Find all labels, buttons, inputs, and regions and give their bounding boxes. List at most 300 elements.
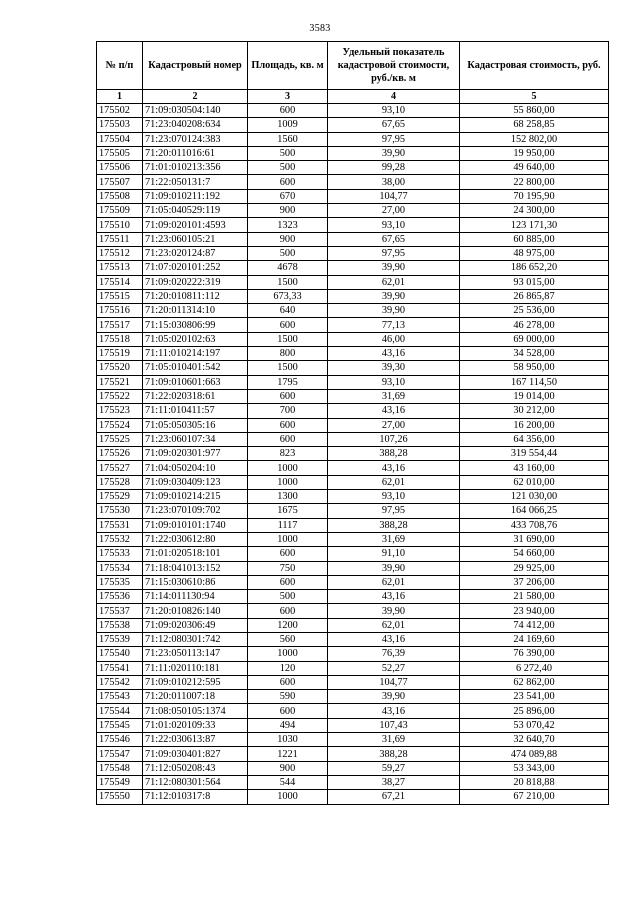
row-number-cell: 175514 bbox=[97, 275, 143, 289]
unit-rate-cell: 39,90 bbox=[328, 304, 460, 318]
cadastral-number-cell: 71:22:030613:87 bbox=[143, 733, 248, 747]
area-cell: 590 bbox=[248, 690, 328, 704]
cadastral-number-cell: 71:20:010811:112 bbox=[143, 289, 248, 303]
area-cell: 600 bbox=[248, 675, 328, 689]
cadastral-value-cell: 43 160,00 bbox=[460, 461, 609, 475]
row-number-cell: 175550 bbox=[97, 790, 143, 804]
unit-rate-cell: 27,00 bbox=[328, 204, 460, 218]
table-row bbox=[97, 218, 609, 232]
area-cell: 600 bbox=[248, 704, 328, 718]
cadastral-number-cell: 71:22:020318:61 bbox=[143, 389, 248, 403]
cadastral-value-cell: 19 014,00 bbox=[460, 389, 609, 403]
cadastral-number-cell: 71:09:020101:4593 bbox=[143, 218, 248, 232]
table-row bbox=[97, 690, 609, 704]
row-number-cell: 175543 bbox=[97, 690, 143, 704]
cadastral-value-cell: 49 640,00 bbox=[460, 161, 609, 175]
unit-rate-cell: 39,90 bbox=[328, 146, 460, 160]
table-header-row bbox=[97, 42, 609, 90]
cadastral-number-cell: 71:09:020301:977 bbox=[143, 447, 248, 461]
cadastral-value-cell: 53 343,00 bbox=[460, 761, 609, 775]
cadastral-value-cell: 54 660,00 bbox=[460, 547, 609, 561]
row-number-cell: 175534 bbox=[97, 561, 143, 575]
table-row bbox=[97, 347, 609, 361]
table-row bbox=[97, 718, 609, 732]
cadastral-value-cell: 53 070,42 bbox=[460, 718, 609, 732]
column-number: 4 bbox=[328, 90, 460, 104]
cadastral-value-cell: 23 541,00 bbox=[460, 690, 609, 704]
unit-rate-cell: 43,16 bbox=[328, 632, 460, 646]
cadastral-number-cell: 71:09:030504:140 bbox=[143, 104, 248, 118]
unit-rate-cell: 67,65 bbox=[328, 118, 460, 132]
cadastral-value-cell: 25 536,00 bbox=[460, 304, 609, 318]
table-row bbox=[97, 332, 609, 346]
table-row bbox=[97, 361, 609, 375]
row-number-cell: 175528 bbox=[97, 475, 143, 489]
cadastral-value-cell: 24 169,60 bbox=[460, 632, 609, 646]
cadastral-value-cell: 74 412,00 bbox=[460, 618, 609, 632]
area-cell: 544 bbox=[248, 775, 328, 789]
area-cell: 800 bbox=[248, 347, 328, 361]
cadastral-number-cell: 71:18:041013:152 bbox=[143, 561, 248, 575]
cadastral-value-cell: 23 940,00 bbox=[460, 604, 609, 618]
cadastral-value-cell: 123 171,30 bbox=[460, 218, 609, 232]
unit-rate-cell: 39,30 bbox=[328, 361, 460, 375]
cadastral-number-cell: 71:05:010401:542 bbox=[143, 361, 248, 375]
unit-rate-cell: 43,16 bbox=[328, 704, 460, 718]
unit-rate-cell: 39,90 bbox=[328, 289, 460, 303]
header-cadastral-number: Кадастровый номер bbox=[143, 42, 248, 90]
table-row bbox=[97, 389, 609, 403]
table-row bbox=[97, 661, 609, 675]
unit-rate-cell: 59,27 bbox=[328, 761, 460, 775]
cadastral-number-cell: 71:11:010411:57 bbox=[143, 404, 248, 418]
row-number-cell: 175546 bbox=[97, 733, 143, 747]
unit-rate-cell: 31,69 bbox=[328, 389, 460, 403]
area-cell: 1009 bbox=[248, 118, 328, 132]
table-row bbox=[97, 504, 609, 518]
cadastral-value-cell: 32 640,70 bbox=[460, 733, 609, 747]
row-number-cell: 175527 bbox=[97, 461, 143, 475]
cadastral-value-cell: 22 800,00 bbox=[460, 175, 609, 189]
cadastral-value-cell: 34 528,00 bbox=[460, 347, 609, 361]
cadastral-value-cell: 62 010,00 bbox=[460, 475, 609, 489]
table-row bbox=[97, 647, 609, 661]
cadastral-number-cell: 71:23:050113:147 bbox=[143, 647, 248, 661]
cadastral-number-cell: 71:23:060107:34 bbox=[143, 432, 248, 446]
area-cell: 600 bbox=[248, 418, 328, 432]
area-cell: 4678 bbox=[248, 261, 328, 275]
cadastral-number-cell: 71:01:020109:33 bbox=[143, 718, 248, 732]
cadastral-value-cell: 46 278,00 bbox=[460, 318, 609, 332]
unit-rate-cell: 104,77 bbox=[328, 675, 460, 689]
unit-rate-cell: 388,28 bbox=[328, 747, 460, 761]
area-cell: 500 bbox=[248, 246, 328, 260]
row-number-cell: 175533 bbox=[97, 547, 143, 561]
table-row bbox=[97, 318, 609, 332]
cadastral-number-cell: 71:08:050105:1374 bbox=[143, 704, 248, 718]
cadastral-number-cell: 71:22:050131:7 bbox=[143, 175, 248, 189]
table-row bbox=[97, 261, 609, 275]
area-cell: 1300 bbox=[248, 490, 328, 504]
unit-rate-cell: 388,28 bbox=[328, 518, 460, 532]
unit-rate-cell: 77,13 bbox=[328, 318, 460, 332]
cadastral-number-cell: 71:07:020101:252 bbox=[143, 261, 248, 275]
table-row bbox=[97, 304, 609, 318]
unit-rate-cell: 93,10 bbox=[328, 218, 460, 232]
table-row bbox=[97, 632, 609, 646]
row-number-cell: 175519 bbox=[97, 347, 143, 361]
row-number-cell: 175545 bbox=[97, 718, 143, 732]
cadastral-number-cell: 71:20:011007:18 bbox=[143, 690, 248, 704]
table-row bbox=[97, 189, 609, 203]
area-cell: 673,33 bbox=[248, 289, 328, 303]
area-cell: 1795 bbox=[248, 375, 328, 389]
cadastral-value-cell: 19 950,00 bbox=[460, 146, 609, 160]
table-row bbox=[97, 675, 609, 689]
row-number-cell: 175539 bbox=[97, 632, 143, 646]
area-cell: 1560 bbox=[248, 132, 328, 146]
cadastral-number-cell: 71:15:030610:86 bbox=[143, 575, 248, 589]
cadastral-number-cell: 71:14:011130:94 bbox=[143, 590, 248, 604]
cadastral-value-cell: 48 975,00 bbox=[460, 246, 609, 260]
row-number-cell: 175538 bbox=[97, 618, 143, 632]
unit-rate-cell: 97,95 bbox=[328, 246, 460, 260]
cadastral-number-cell: 71:12:010317:8 bbox=[143, 790, 248, 804]
table-row bbox=[97, 404, 609, 418]
cadastral-value-cell: 433 708,76 bbox=[460, 518, 609, 532]
area-cell: 1000 bbox=[248, 475, 328, 489]
area-cell: 560 bbox=[248, 632, 328, 646]
area-cell: 1221 bbox=[248, 747, 328, 761]
area-cell: 1500 bbox=[248, 361, 328, 375]
row-number-cell: 175515 bbox=[97, 289, 143, 303]
cadastral-value-cell: 58 950,00 bbox=[460, 361, 609, 375]
unit-rate-cell: 93,10 bbox=[328, 375, 460, 389]
cadastral-value-cell: 152 802,00 bbox=[460, 132, 609, 146]
area-cell: 1000 bbox=[248, 532, 328, 546]
row-number-cell: 175532 bbox=[97, 532, 143, 546]
cadastral-value-cell: 55 860,00 bbox=[460, 104, 609, 118]
area-cell: 500 bbox=[248, 146, 328, 160]
cadastral-value-cell: 29 925,00 bbox=[460, 561, 609, 575]
table-row bbox=[97, 246, 609, 260]
cadastral-number-cell: 71:12:080301:564 bbox=[143, 775, 248, 789]
cadastral-value-cell: 167 114,50 bbox=[460, 375, 609, 389]
row-number-cell: 175531 bbox=[97, 518, 143, 532]
unit-rate-cell: 39,90 bbox=[328, 261, 460, 275]
area-cell: 1000 bbox=[248, 461, 328, 475]
table-row bbox=[97, 532, 609, 546]
row-number-cell: 175502 bbox=[97, 104, 143, 118]
row-number-cell: 175536 bbox=[97, 590, 143, 604]
row-number-cell: 175529 bbox=[97, 490, 143, 504]
cadastral-value-cell: 69 000,00 bbox=[460, 332, 609, 346]
table-row bbox=[97, 146, 609, 160]
unit-rate-cell: 62,01 bbox=[328, 475, 460, 489]
unit-rate-cell: 39,90 bbox=[328, 604, 460, 618]
cadastral-value-cell: 164 066,25 bbox=[460, 504, 609, 518]
area-cell: 700 bbox=[248, 404, 328, 418]
cadastral-number-cell: 71:01:010213:356 bbox=[143, 161, 248, 175]
area-cell: 600 bbox=[248, 432, 328, 446]
cadastral-value-cell: 186 652,20 bbox=[460, 261, 609, 275]
area-cell: 600 bbox=[248, 575, 328, 589]
table-row bbox=[97, 375, 609, 389]
unit-rate-cell: 43,16 bbox=[328, 347, 460, 361]
unit-rate-cell: 107,26 bbox=[328, 432, 460, 446]
row-number-cell: 175512 bbox=[97, 246, 143, 260]
header-row-number: № п/п bbox=[97, 42, 143, 90]
unit-rate-cell: 67,65 bbox=[328, 232, 460, 246]
table-row bbox=[97, 561, 609, 575]
cadastral-number-cell: 71:09:020222:319 bbox=[143, 275, 248, 289]
cadastral-value-cell: 16 200,00 bbox=[460, 418, 609, 432]
row-number-cell: 175526 bbox=[97, 447, 143, 461]
row-number-cell: 175513 bbox=[97, 261, 143, 275]
cadastral-number-cell: 71:11:020110:181 bbox=[143, 661, 248, 675]
unit-rate-cell: 76,39 bbox=[328, 647, 460, 661]
row-number-cell: 175507 bbox=[97, 175, 143, 189]
table-row bbox=[97, 747, 609, 761]
unit-rate-cell: 97,95 bbox=[328, 132, 460, 146]
cadastral-number-cell: 71:15:030806:99 bbox=[143, 318, 248, 332]
unit-rate-cell: 93,10 bbox=[328, 104, 460, 118]
cadastral-value-cell: 64 356,00 bbox=[460, 432, 609, 446]
area-cell: 1000 bbox=[248, 790, 328, 804]
area-cell: 900 bbox=[248, 761, 328, 775]
unit-rate-cell: 43,16 bbox=[328, 404, 460, 418]
row-number-cell: 175511 bbox=[97, 232, 143, 246]
cadastral-number-cell: 71:20:011314:10 bbox=[143, 304, 248, 318]
table-row bbox=[97, 204, 609, 218]
cadastral-value-cell: 70 195,90 bbox=[460, 189, 609, 203]
table-row bbox=[97, 104, 609, 118]
table-row bbox=[97, 590, 609, 604]
cadastral-number-cell: 71:09:010211:192 bbox=[143, 189, 248, 203]
area-cell: 1323 bbox=[248, 218, 328, 232]
table-row bbox=[97, 618, 609, 632]
table-body bbox=[97, 104, 609, 805]
row-number-cell: 175544 bbox=[97, 704, 143, 718]
area-cell: 494 bbox=[248, 718, 328, 732]
area-cell: 823 bbox=[248, 447, 328, 461]
table-row bbox=[97, 547, 609, 561]
row-number-cell: 175540 bbox=[97, 647, 143, 661]
table-row bbox=[97, 447, 609, 461]
table-row bbox=[97, 761, 609, 775]
table-row bbox=[97, 475, 609, 489]
cadastral-value-cell: 26 865,87 bbox=[460, 289, 609, 303]
header-cadastral-value: Кадастровая стоимость, руб. bbox=[460, 42, 609, 90]
area-cell: 1117 bbox=[248, 518, 328, 532]
cadastral-number-cell: 71:09:010601:663 bbox=[143, 375, 248, 389]
header-unit-rate: Удельный показатель кадастровой стоимости, руб./кв. м bbox=[328, 42, 460, 90]
cadastral-value-cell: 6 272,40 bbox=[460, 661, 609, 675]
table-row bbox=[97, 418, 609, 432]
cadastral-value-cell: 30 212,00 bbox=[460, 404, 609, 418]
table-row bbox=[97, 604, 609, 618]
unit-rate-cell: 107,43 bbox=[328, 718, 460, 732]
table-row bbox=[97, 175, 609, 189]
cadastral-value-cell: 67 210,00 bbox=[460, 790, 609, 804]
area-cell: 1675 bbox=[248, 504, 328, 518]
unit-rate-cell: 43,16 bbox=[328, 461, 460, 475]
unit-rate-cell: 93,10 bbox=[328, 490, 460, 504]
unit-rate-cell: 62,01 bbox=[328, 618, 460, 632]
cadastral-value-cell: 474 089,88 bbox=[460, 747, 609, 761]
unit-rate-cell: 43,16 bbox=[328, 590, 460, 604]
table-row bbox=[97, 704, 609, 718]
row-number-cell: 175510 bbox=[97, 218, 143, 232]
area-cell: 900 bbox=[248, 232, 328, 246]
unit-rate-cell: 99,28 bbox=[328, 161, 460, 175]
column-number: 2 bbox=[143, 90, 248, 104]
unit-rate-cell: 38,27 bbox=[328, 775, 460, 789]
cadastral-value-cell: 60 885,00 bbox=[460, 232, 609, 246]
area-cell: 600 bbox=[248, 547, 328, 561]
area-cell: 120 bbox=[248, 661, 328, 675]
cadastral-number-cell: 71:05:020102:63 bbox=[143, 332, 248, 346]
area-cell: 600 bbox=[248, 318, 328, 332]
row-number-cell: 175522 bbox=[97, 389, 143, 403]
cadastral-number-cell: 71:12:080301:742 bbox=[143, 632, 248, 646]
cadastral-value-cell: 62 862,00 bbox=[460, 675, 609, 689]
column-number: 3 bbox=[248, 90, 328, 104]
row-number-cell: 175537 bbox=[97, 604, 143, 618]
unit-rate-cell: 62,01 bbox=[328, 575, 460, 589]
area-cell: 600 bbox=[248, 604, 328, 618]
row-number-cell: 175523 bbox=[97, 404, 143, 418]
area-cell: 600 bbox=[248, 104, 328, 118]
cadastral-number-cell: 71:09:010212:595 bbox=[143, 675, 248, 689]
cadastral-value-cell: 319 554,44 bbox=[460, 447, 609, 461]
cadastral-number-cell: 71:23:060105:21 bbox=[143, 232, 248, 246]
row-number-cell: 175517 bbox=[97, 318, 143, 332]
table-row bbox=[97, 275, 609, 289]
unit-rate-cell: 388,28 bbox=[328, 447, 460, 461]
column-number-row bbox=[97, 90, 609, 104]
cadastral-number-cell: 71:01:020518:101 bbox=[143, 547, 248, 561]
row-number-cell: 175506 bbox=[97, 161, 143, 175]
cadastral-number-cell: 71:05:050305:16 bbox=[143, 418, 248, 432]
row-number-cell: 175521 bbox=[97, 375, 143, 389]
table-row bbox=[97, 132, 609, 146]
row-number-cell: 175548 bbox=[97, 761, 143, 775]
row-number-cell: 175524 bbox=[97, 418, 143, 432]
cadastral-number-cell: 71:04:050204:10 bbox=[143, 461, 248, 475]
table-row bbox=[97, 289, 609, 303]
cadastral-number-cell: 71:09:010214:215 bbox=[143, 490, 248, 504]
cadastral-number-cell: 71:09:030401:827 bbox=[143, 747, 248, 761]
area-cell: 600 bbox=[248, 389, 328, 403]
unit-rate-cell: 46,00 bbox=[328, 332, 460, 346]
cadastral-value-cell: 24 300,00 bbox=[460, 204, 609, 218]
row-number-cell: 175516 bbox=[97, 304, 143, 318]
cadastral-value-cell: 93 015,00 bbox=[460, 275, 609, 289]
row-number-cell: 175549 bbox=[97, 775, 143, 789]
cadastral-value-cell: 20 818,88 bbox=[460, 775, 609, 789]
table-row bbox=[97, 432, 609, 446]
row-number-cell: 175525 bbox=[97, 432, 143, 446]
unit-rate-cell: 38,00 bbox=[328, 175, 460, 189]
cadastral-number-cell: 71:05:040529:119 bbox=[143, 204, 248, 218]
row-number-cell: 175547 bbox=[97, 747, 143, 761]
cadastral-number-cell: 71:20:010826:140 bbox=[143, 604, 248, 618]
cadastral-number-cell: 71:20:011016:61 bbox=[143, 146, 248, 160]
header-area: Площадь, кв. м bbox=[248, 42, 328, 90]
area-cell: 1000 bbox=[248, 647, 328, 661]
table-row bbox=[97, 518, 609, 532]
unit-rate-cell: 27,00 bbox=[328, 418, 460, 432]
area-cell: 500 bbox=[248, 590, 328, 604]
cadastral-value-cell: 21 580,00 bbox=[460, 590, 609, 604]
table-row bbox=[97, 790, 609, 804]
cadastral-number-cell: 71:23:040208:634 bbox=[143, 118, 248, 132]
cadastral-number-cell: 71:09:030409:123 bbox=[143, 475, 248, 489]
unit-rate-cell: 67,21 bbox=[328, 790, 460, 804]
cadastral-number-cell: 71:12:050208:43 bbox=[143, 761, 248, 775]
cadastral-number-cell: 71:09:020306:49 bbox=[143, 618, 248, 632]
table-row bbox=[97, 775, 609, 789]
row-number-cell: 175504 bbox=[97, 132, 143, 146]
row-number-cell: 175503 bbox=[97, 118, 143, 132]
area-cell: 1030 bbox=[248, 733, 328, 747]
area-cell: 1500 bbox=[248, 332, 328, 346]
area-cell: 670 bbox=[248, 189, 328, 203]
row-number-cell: 175530 bbox=[97, 504, 143, 518]
cadastral-value-cell: 76 390,00 bbox=[460, 647, 609, 661]
row-number-cell: 175520 bbox=[97, 361, 143, 375]
table-row bbox=[97, 575, 609, 589]
cadastral-number-cell: 71:22:030612:80 bbox=[143, 532, 248, 546]
table-row bbox=[97, 461, 609, 475]
cadastral-number-cell: 71:09:010101:1740 bbox=[143, 518, 248, 532]
row-number-cell: 175509 bbox=[97, 204, 143, 218]
cadastral-value-cell: 121 030,00 bbox=[460, 490, 609, 504]
table-row bbox=[97, 490, 609, 504]
cadastral-number-cell: 71:23:070109:702 bbox=[143, 504, 248, 518]
table-row bbox=[97, 118, 609, 132]
cadastral-value-cell: 31 690,00 bbox=[460, 532, 609, 546]
unit-rate-cell: 39,90 bbox=[328, 561, 460, 575]
table-row bbox=[97, 232, 609, 246]
cadastral-number-cell: 71:11:010214:197 bbox=[143, 347, 248, 361]
cadastral-value-cell: 37 206,00 bbox=[460, 575, 609, 589]
page-number: 3583 bbox=[309, 23, 331, 34]
row-number-cell: 175518 bbox=[97, 332, 143, 346]
table-row bbox=[97, 161, 609, 175]
area-cell: 1200 bbox=[248, 618, 328, 632]
cadastral-number-cell: 71:23:020124:87 bbox=[143, 246, 248, 260]
unit-rate-cell: 52,27 bbox=[328, 661, 460, 675]
unit-rate-cell: 62,01 bbox=[328, 275, 460, 289]
unit-rate-cell: 39,90 bbox=[328, 690, 460, 704]
row-number-cell: 175541 bbox=[97, 661, 143, 675]
row-number-cell: 175505 bbox=[97, 146, 143, 160]
row-number-cell: 175542 bbox=[97, 675, 143, 689]
column-number: 5 bbox=[460, 90, 609, 104]
unit-rate-cell: 31,69 bbox=[328, 733, 460, 747]
row-number-cell: 175508 bbox=[97, 189, 143, 203]
area-cell: 500 bbox=[248, 161, 328, 175]
area-cell: 1500 bbox=[248, 275, 328, 289]
column-number: 1 bbox=[97, 90, 143, 104]
cadastral-value-table bbox=[96, 41, 609, 805]
table-row bbox=[97, 733, 609, 747]
cadastral-number-cell: 71:23:070124:383 bbox=[143, 132, 248, 146]
unit-rate-cell: 104,77 bbox=[328, 189, 460, 203]
cadastral-value-cell: 68 258,85 bbox=[460, 118, 609, 132]
